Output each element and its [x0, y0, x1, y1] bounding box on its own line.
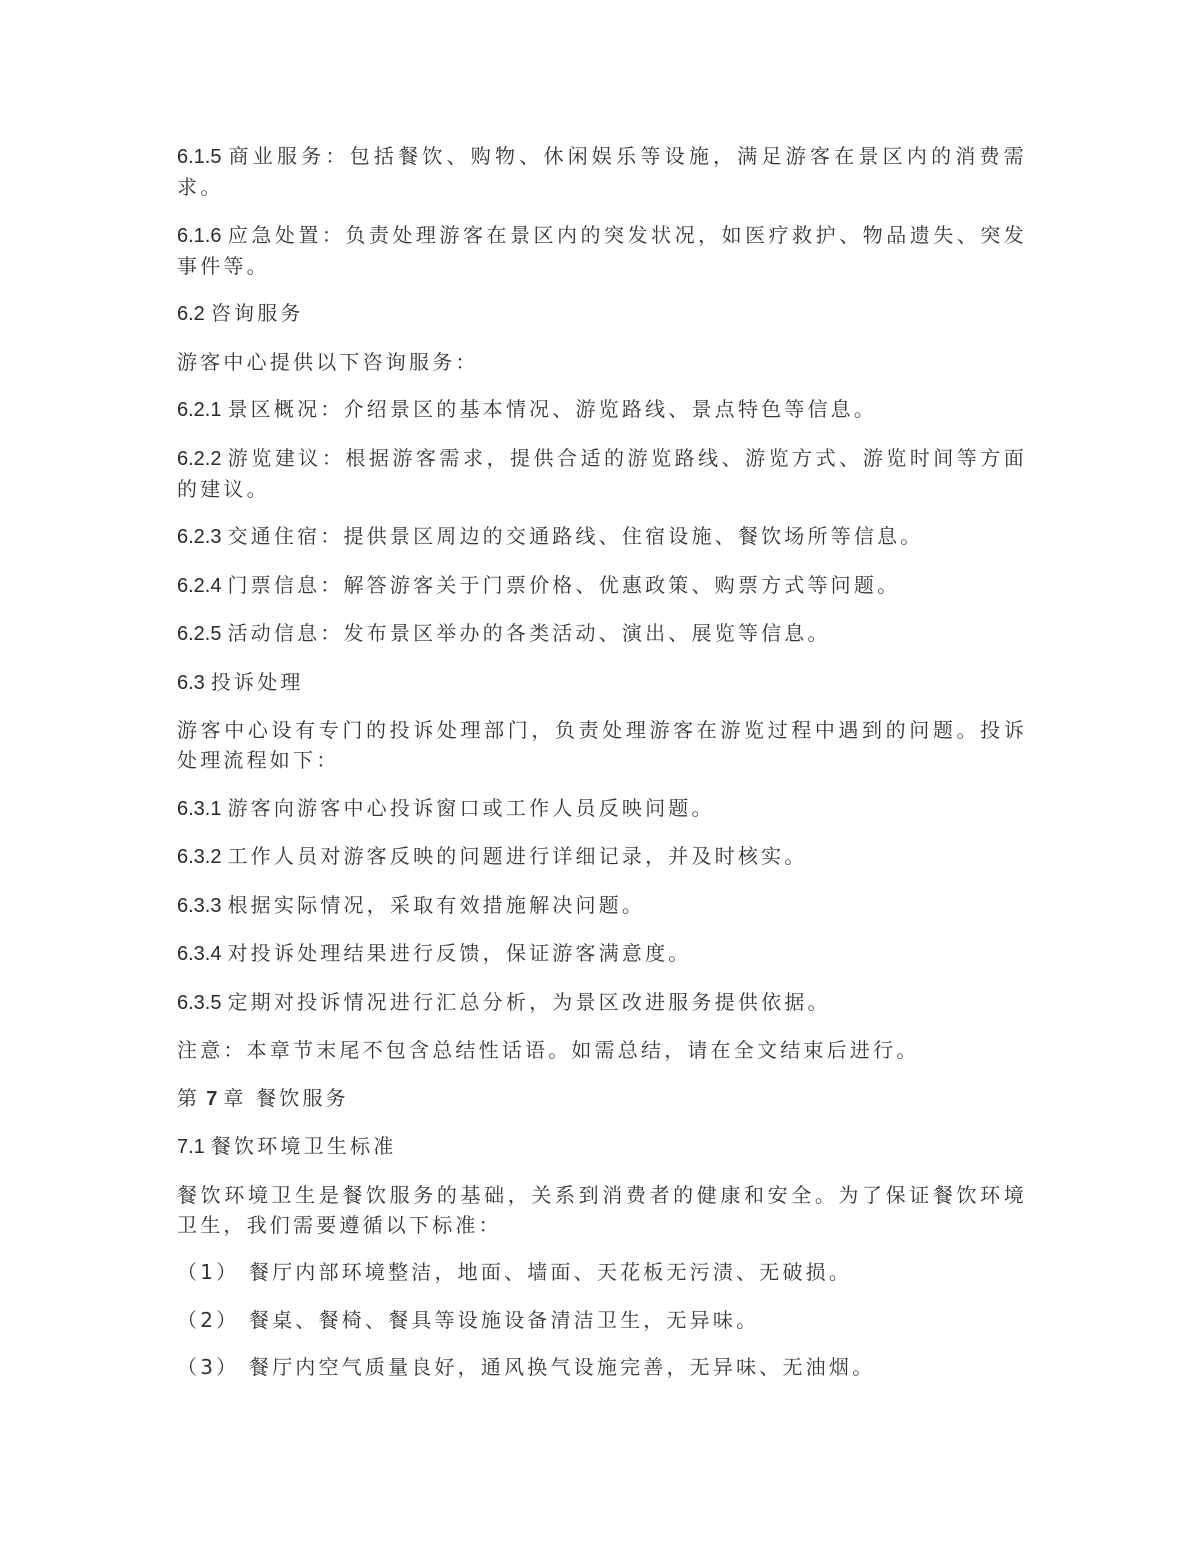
chapter-number: 7	[206, 1087, 218, 1110]
paragraph-6-2-4	[177, 570, 1027, 601]
chapter-prefix: 第	[177, 1085, 201, 1110]
list-item-3	[177, 1352, 1027, 1382]
paragraph-text: 游客中心提供以下咨询服务：	[177, 349, 479, 374]
section-number: 7.1	[177, 1136, 205, 1158]
paragraph-text: 应急处置：负责处理游客在景区内的突发状况，如医疗救护、物品遗失、突发事件等。	[177, 222, 1027, 278]
chapter-heading	[177, 1083, 1027, 1114]
paragraph-text: 游客向游客中心投诉窗口或工作人员反映问题。	[227, 795, 715, 820]
section-number: 6.3	[177, 671, 205, 694]
paragraph-6-2-3	[177, 521, 1027, 552]
section-number: 6.2.1	[177, 399, 222, 421]
paragraph-6-3-3	[177, 890, 1027, 921]
paragraph-intro-7-1	[177, 1180, 1027, 1240]
paragraph-text: 游客中心设有专门的投诉处理部门，负责处理游客在游览过程中遇到的问题。投诉处理流程如下：	[177, 718, 1027, 772]
section-number: 6.3.5	[177, 991, 222, 1014]
paragraph-6-3-1	[177, 793, 1027, 824]
paragraph-6-3-2	[177, 841, 1027, 872]
paragraph-text: 餐饮环境卫生是餐饮服务的基础，关系到消费者的健康和安全。为了保证餐饮环境卫生，我们需要遵循以下标准：	[177, 1182, 1027, 1237]
section-number: 6.2.5	[177, 623, 222, 645]
note-paragraph	[177, 1035, 1027, 1065]
list-item-text: （3） 餐厅内空气质量良好，通风换气设施完善，无异味、无油烟。	[177, 1355, 876, 1379]
paragraph-text: 商业服务：包括餐饮、购物、休闲娱乐等设施，满足游客在景区内的消费需求。	[177, 144, 1027, 199]
paragraph-text: 对投诉处理结果进行反馈，保证游客满意度。	[227, 941, 692, 965]
paragraph-6-2-5	[177, 618, 1027, 649]
paragraph-intro-6-3	[177, 715, 1027, 775]
list-item-text: （1） 餐厅内部环境整洁，地面、墙面、天花板无污渍、无破损。	[177, 1260, 853, 1284]
paragraph-text: 根据实际情况，采取有效措施解决问题。	[227, 892, 646, 917]
chapter-title: 章 餐饮服务	[223, 1085, 349, 1110]
paragraph-text: 注意：本章节末尾不包含总结性话语。如需总结，请在全文结束后进行。	[177, 1038, 920, 1062]
paragraph-text: 交通住宿：提供景区周边的交通路线、住宿设施、餐饮场所等信息。	[227, 524, 924, 548]
paragraph-text: 定期对投诉情况进行汇总分析，为景区改进服务提供依据。	[227, 989, 831, 1014]
list-item-2	[177, 1305, 1027, 1335]
section-number: 6.3.2	[177, 846, 222, 868]
paragraph-6-3-5	[177, 987, 1027, 1018]
section-number: 6.1.6	[177, 224, 222, 247]
section-heading-7-1	[177, 1131, 1027, 1162]
list-item-text: （2） 餐桌、餐椅、餐具等设施设备清洁卫生，无异味。	[177, 1307, 760, 1332]
section-title: 餐饮环境卫生标准	[210, 1134, 397, 1158]
section-number: 6.2.3	[177, 526, 222, 548]
paragraph-6-1-6	[177, 220, 1027, 281]
section-title: 咨询服务	[210, 301, 304, 325]
section-heading-6-2	[177, 298, 1027, 329]
paragraph-6-3-4	[177, 938, 1027, 969]
section-number: 6.3.4	[177, 943, 222, 965]
section-number: 6.3.1	[177, 797, 222, 820]
section-number: 6.2.2	[177, 447, 222, 470]
paragraph-6-1-5	[177, 141, 1027, 202]
section-number: 6.2.4	[177, 574, 222, 597]
section-heading-6-3	[177, 667, 1027, 698]
section-title: 投诉处理	[210, 669, 304, 694]
section-number: 6.1.5	[177, 146, 222, 168]
paragraph-6-2-1	[177, 394, 1027, 425]
paragraph-intro-6-2	[177, 347, 1027, 377]
paragraph-6-2-2	[177, 443, 1027, 504]
section-number: 6.3.3	[177, 894, 222, 917]
paragraph-text: 活动信息：发布景区举办的各类活动、演出、展览等信息。	[227, 621, 831, 645]
document-page	[177, 141, 1027, 1400]
paragraph-text: 工作人员对游客反映的问题进行详细记录，并及时核实。	[227, 844, 808, 868]
section-number: 6.2	[177, 303, 205, 325]
paragraph-text: 门票信息：解答游客关于门票价格、优惠政策、购票方式等问题。	[227, 572, 901, 597]
paragraph-text: 游览建议：根据游客需求，提供合适的游览路线、游览方式、游览时间等方面的建议。	[177, 445, 1027, 501]
paragraph-text: 景区概况：介绍景区的基本情况、游览路线、景点特色等信息。	[227, 397, 878, 421]
list-item-1	[177, 1257, 1027, 1287]
